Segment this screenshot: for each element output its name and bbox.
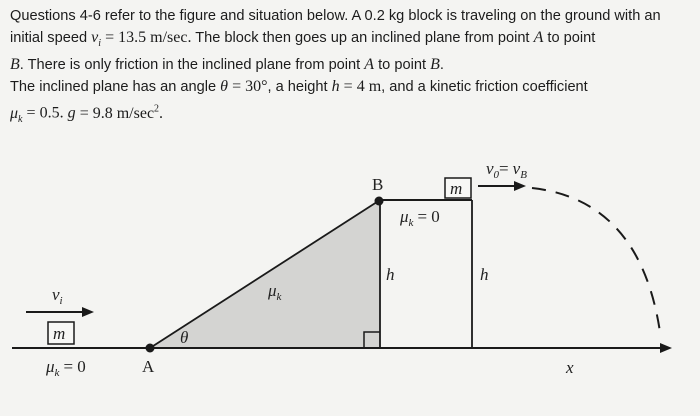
mu-top-label: $\mu_k = 0$ [400, 207, 440, 229]
height-value: = 4 m [343, 78, 382, 96]
point-b-label: B [372, 175, 384, 194]
point-a-label: A [142, 357, 155, 376]
theta-symbol: θ [220, 78, 229, 96]
mu-symbol: $\mu_k$ [10, 104, 23, 125]
vi-label: $v_i$ [52, 285, 63, 307]
block-ground-label: m [53, 324, 66, 343]
coef-text: , and a kinetic friction coefficient [381, 79, 588, 96]
intro-text: Questions 4-6 refer to the figure and situation below. A 0.2 kg block is traveling on the ground with an initial speed [10, 8, 661, 46]
g-value: = 9.8 $m/\sec^2$. [79, 103, 164, 122]
initial-speed-value: = 13.5 m/sec. [105, 29, 192, 46]
ramp-text-2: to point [547, 30, 596, 46]
point-a-ref-2: A [364, 56, 375, 74]
height-symbol: h [331, 78, 340, 96]
initial-speed-symbol: $v_i$ [91, 29, 102, 50]
point-b-ref: B [10, 56, 20, 74]
point-a-ref: A [533, 29, 544, 46]
inclined-plane [150, 200, 380, 348]
g-symbol: g [67, 104, 76, 122]
ground-arrow-head [660, 343, 672, 353]
friction-text-2: to point [378, 57, 426, 74]
h-right-label: h [480, 265, 489, 284]
mu-incline-label: $\mu_k$ [268, 281, 282, 303]
incline-text: The inclined plane has an angle [10, 79, 217, 96]
v0-arrow-head [514, 181, 526, 191]
height-text: , a height [267, 79, 328, 96]
point-b-dot [375, 197, 384, 206]
point-a-dot [146, 344, 155, 353]
period: . [439, 57, 444, 74]
theta-label: θ [180, 328, 189, 347]
block-top-label: m [450, 179, 463, 198]
friction-text: . There is only friction in the inclined plane from point [19, 57, 361, 74]
mu-value: = 0.5. [26, 104, 64, 122]
angle-value: = 30° [232, 78, 268, 96]
ramp-text: The block then goes up an inclined plane from point [195, 30, 530, 46]
vi-arrow-head [82, 307, 94, 317]
mu-ground-label: $\mu_k = 0$ [46, 357, 86, 379]
trajectory-path [532, 188, 660, 332]
v0-label: $v_0= v_B$ [486, 159, 527, 181]
point-b-ref-2: B [430, 56, 440, 74]
x-label: x [566, 358, 574, 377]
h-left-label: h [386, 265, 395, 284]
